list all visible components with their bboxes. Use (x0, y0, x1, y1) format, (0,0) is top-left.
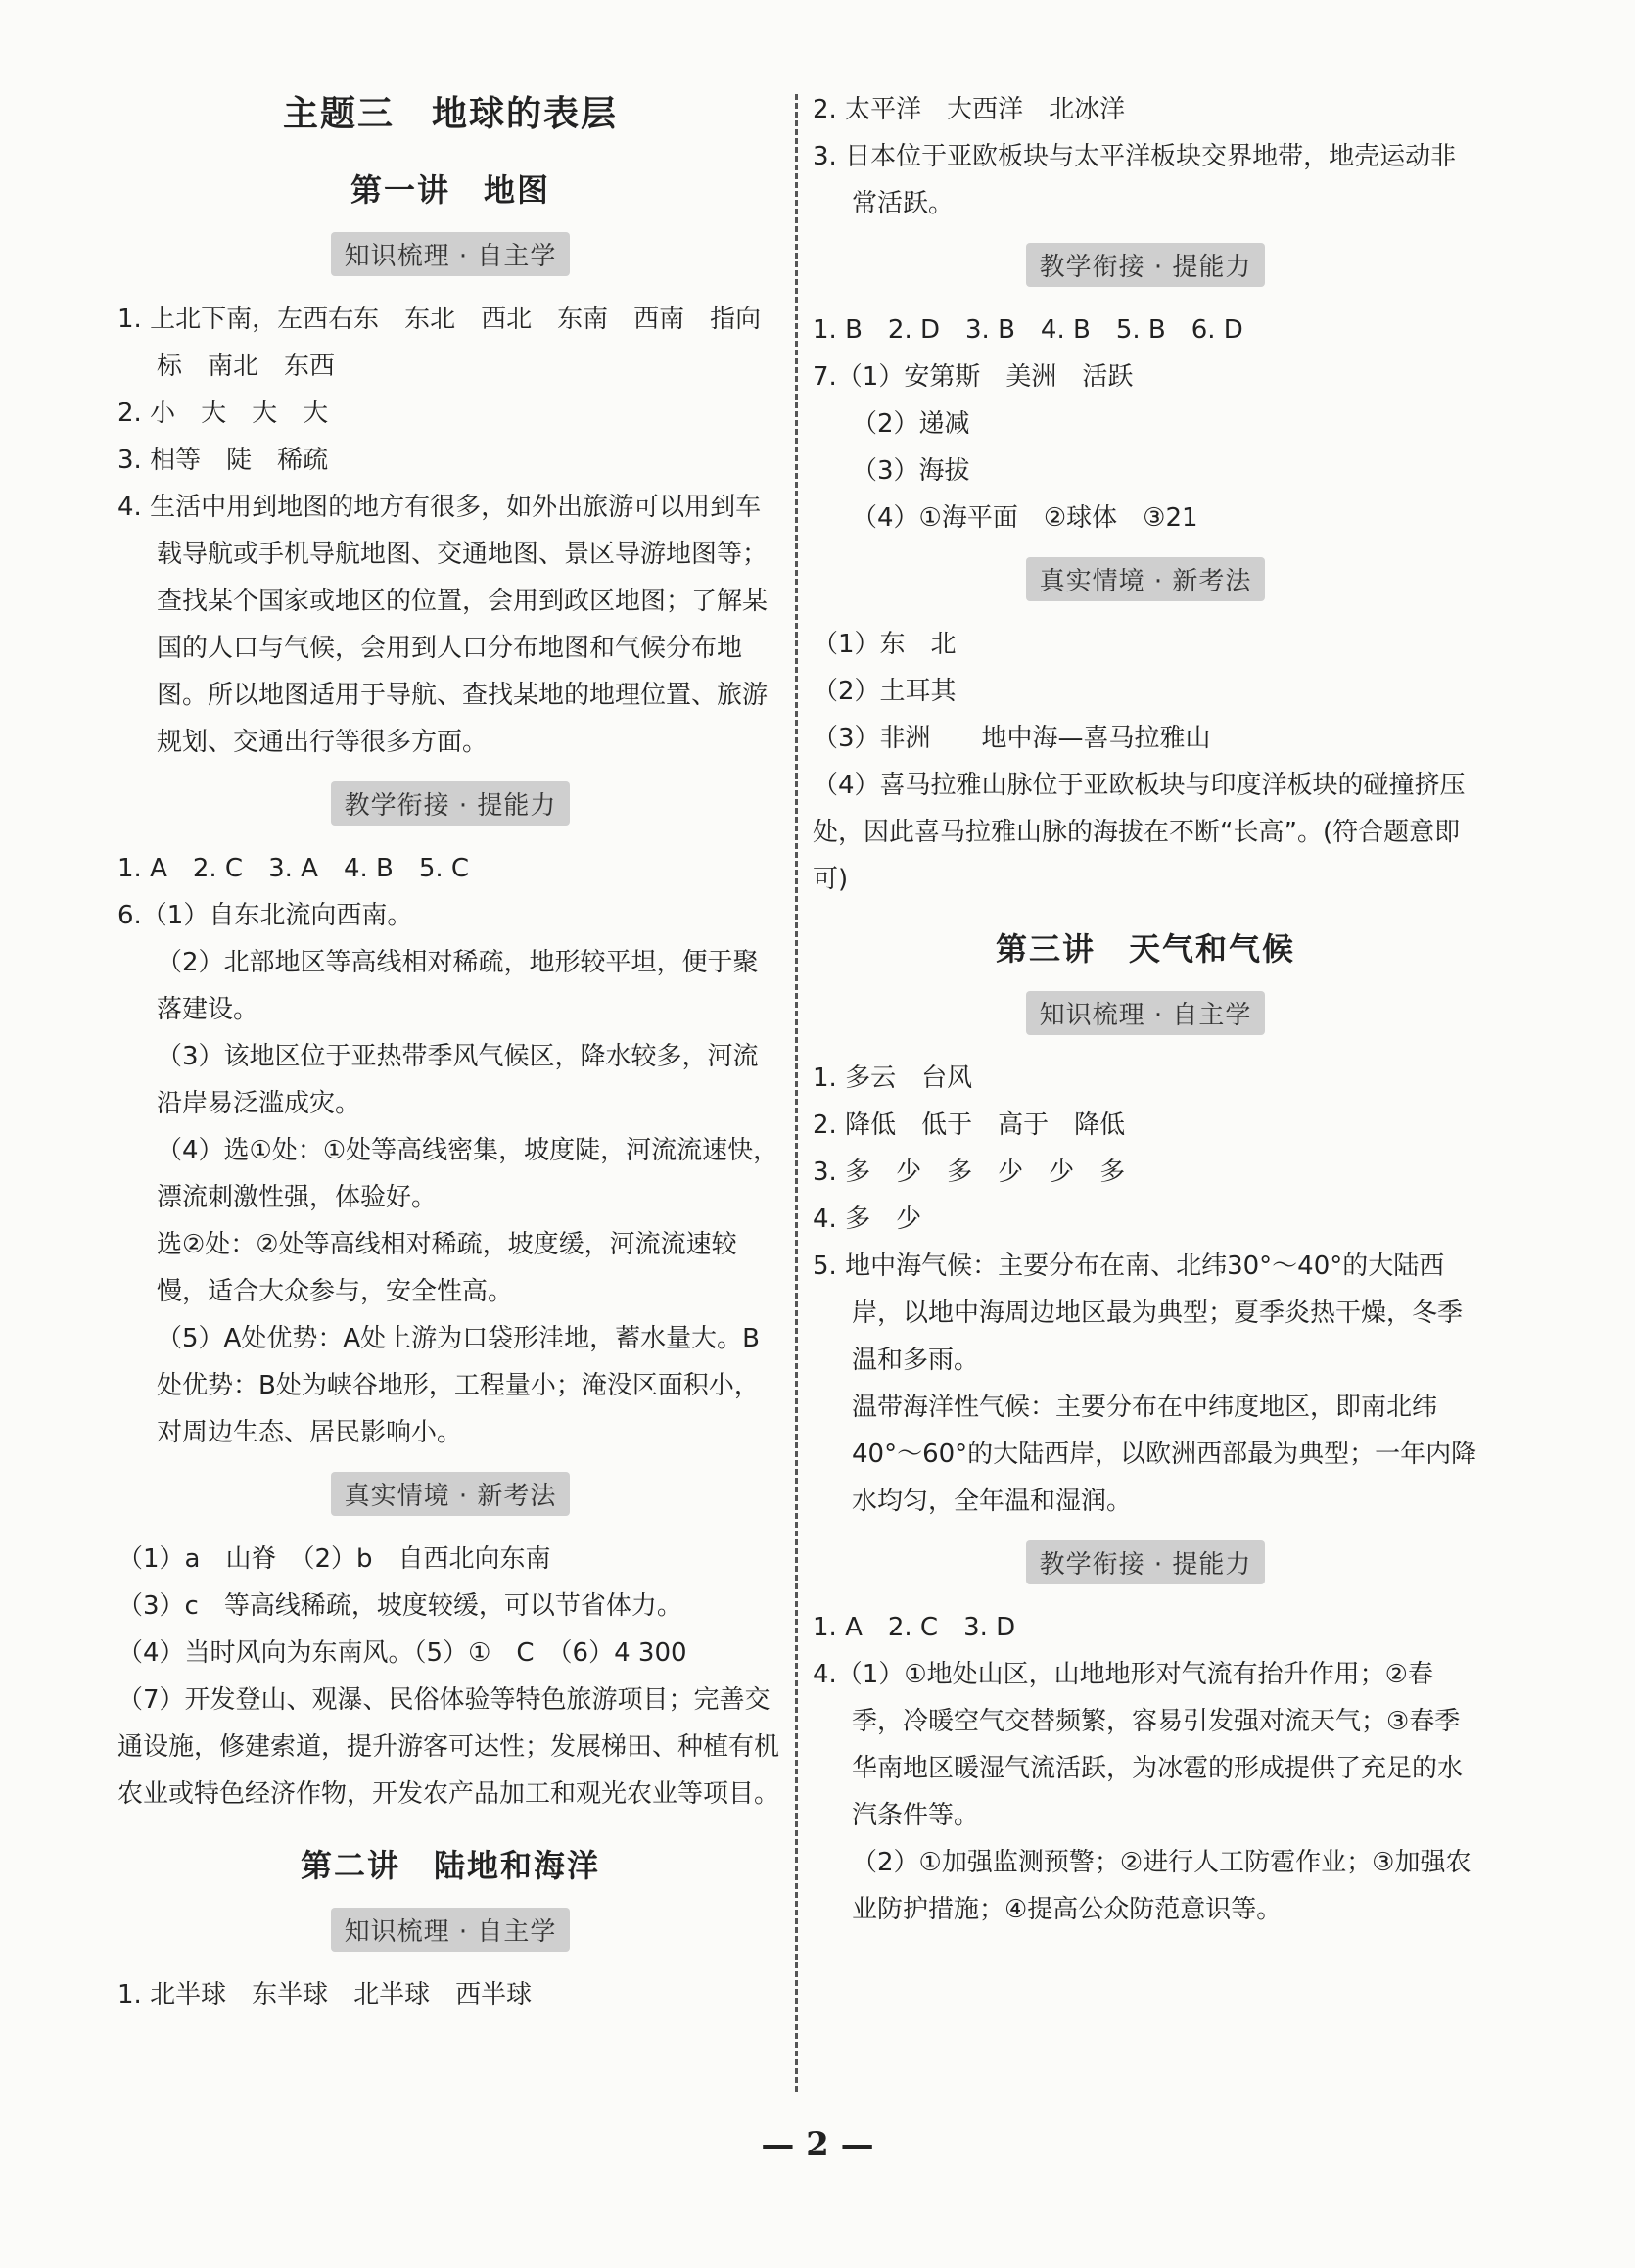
column-divider (795, 94, 798, 2092)
answer-item: （1）东 北 (813, 630, 957, 659)
answer-item: 2. 小 大 大 大 (117, 399, 329, 428)
answer-item: 1. 上北下南，左西右东 东北 西北 东南 西南 指向标 南北 东西 (117, 305, 762, 381)
answer-item: 1. 多云 台风 (813, 1063, 973, 1093)
answer-item: （4）喜马拉雅山脉位于亚欧板块与印度洋板块的碰撞挤压处，因此喜马拉雅山脉的海拔在不断“长高”。(符合题意即可) (813, 771, 1466, 894)
answer-item: （3）该地区位于亚热带季风气候区，降水较多，河流沿岸易泛滥成灾。 (157, 1042, 759, 1118)
section-real-2: 真实情境 · 新考法 (813, 557, 1478, 601)
answer-item: （5）A处优势：A处上游为口袋形洼地，蓄水量大。B处优势：B处为峡谷地形，工程量小；淹没区面积小，对周边生态、居民影响小。 (157, 1324, 760, 1447)
answer-item: （3）海拔 (852, 456, 970, 486)
answer-item: （3）非洲 地中海—喜马拉雅山 (813, 724, 1211, 753)
answer-item: （2）土耳其 (813, 677, 957, 706)
answer-item: （7）开发登山、观瀑、民俗体验等特色旅游项目；完善交通设施，修建索道，提升游客可达性；发展梯田、种植有机农业或特色经济作物，开发农产品加工和观光农业等项目。 (117, 1685, 780, 1809)
answer-item: 3. 日本位于亚欧板块与太平洋板块交界地带，地壳运动非常活跃。 (813, 142, 1457, 218)
topic-title: 主题三 地球的表层 (282, 94, 618, 134)
answer-item: 4.（1）①地处山区，山地地形对气流有抬升作用；②春季，冷暖空气交替频繁，容易引发强对流天气；③春季华南地区暖湿气流活跃，为冰雹的形成提供了充足的水汽条件等。 (813, 1660, 1464, 1830)
answer-item: 4. 生活中用到地图的地方有很多，如外出旅游可以用到车载导航或手机导航地图、交通地图、景区导游地图等；查找某个国家或地区的位置，会用到政区地图；了解某国的人口与气候，会用到人口分布地图和气候分布地图。所以地图适用于导航、查找某地的地理位置、旅游规划、交通出行等很多方面。 (117, 493, 769, 757)
left-column (117, 86, 783, 2018)
answer-item: 选②处：②处等高线相对稀疏，坡度缓，河流流速较慢，适合大众参与，安全性高。 (157, 1230, 737, 1306)
section-knowledge-2: 知识梳理 · 自主学 (117, 1908, 783, 1952)
answer-item: 温带海洋性气候：主要分布在中纬度地区，即南北纬40°～60°的大陆西岸，以欧洲西部最为典型；一年内降水均匀，全年温和湿润。 (852, 1393, 1477, 1516)
answer-item: 6.（1）自东北流向西南。 (117, 901, 413, 930)
section-ability-1: 教学衔接 · 提能力 (117, 781, 783, 826)
lecture-1-title: 第一讲 地图 (350, 171, 550, 209)
answer-item: 2. 降低 低于 高于 降低 (813, 1110, 1126, 1140)
answer-item: 1. 北半球 东半球 北半球 西半球 (117, 1980, 533, 2009)
answer-item: 1. B 2. D 3. B 4. B 5. B 6. D (813, 315, 1243, 345)
answer-item: （2）北部地区等高线相对稀疏，地形较平坦，便于聚落建设。 (157, 948, 759, 1024)
answer-item: 5. 地中海气候：主要分布在南、北纬30°～40°的大陆西岸，以地中海周边地区最为典型；夏季炎热干燥，冬季温和多雨。 (813, 1252, 1464, 1375)
section-ability-2: 教学衔接 · 提能力 (813, 243, 1478, 287)
section-real-1: 真实情境 · 新考法 (117, 1472, 783, 1516)
answer-item: （1）a 山脊 （2）b 自西北向东南 (117, 1544, 551, 1574)
answer-item: （3）c 等高线稀疏，坡度较缓，可以节省体力。 (117, 1591, 682, 1621)
answer-item: （4）选①处：①处等高线密集，坡度陡，河流流速快，漂流刺激性强，体验好。 (157, 1136, 779, 1212)
answer-item: 4. 多 少 (813, 1205, 922, 1234)
answer-item: 7.（1）安第斯 美洲 活跃 (813, 362, 1134, 392)
answer-item: （2）①加强监测预警；②进行人工防雹作业；③加强农业防护措施；④提高公众防范意识等。 (852, 1848, 1472, 1924)
answer-item: 2. 太平洋 大西洋 北冰洋 (813, 95, 1126, 124)
answer-item: 3. 相等 陡 稀疏 (117, 446, 329, 475)
page-number: — 2 — (761, 2125, 874, 2164)
lecture-3-title: 第三讲 天气和气候 (995, 930, 1295, 968)
answer-item: （2）递减 (852, 409, 970, 439)
answer-item: 1. A 2. C 3. D (813, 1613, 1016, 1642)
lecture-2-title: 第二讲 陆地和海洋 (300, 1847, 600, 1884)
answer-item: 1. A 2. C 3. A 4. B 5. C (117, 854, 470, 883)
answer-item: （4）①海平面 ②球体 ③21 (852, 503, 1198, 533)
answer-item: 3. 多 少 多 少 少 多 (813, 1158, 1126, 1187)
section-knowledge-1: 知识梳理 · 自主学 (117, 232, 783, 276)
answer-item: （4）当时风向为东南风。（5）① C （6）4 300 (117, 1638, 687, 1668)
section-knowledge-3: 知识梳理 · 自主学 (813, 991, 1478, 1035)
right-column (813, 86, 1478, 1933)
section-ability-3: 教学衔接 · 提能力 (813, 1540, 1478, 1584)
